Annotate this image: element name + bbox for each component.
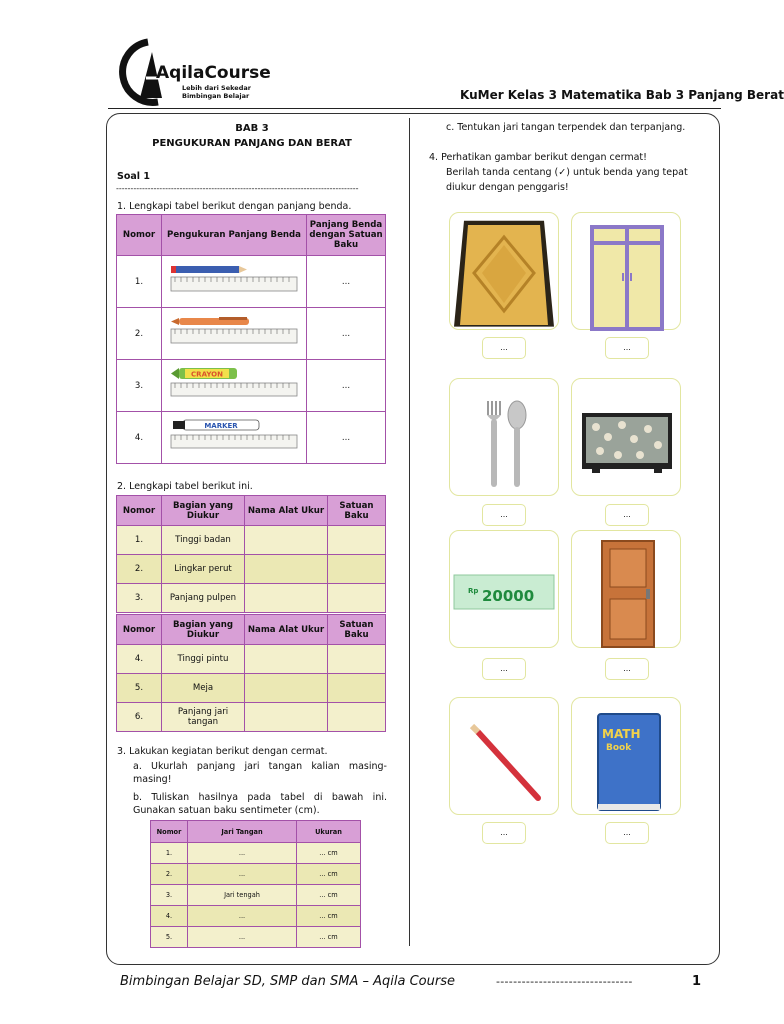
question-3a-text: a. Ukurlah panjang jari tangan kalian masing-masing!	[133, 761, 387, 785]
answer-cell[interactable]: ...	[307, 308, 386, 360]
col-header-standard-length: Panjang Benda dengan Satuan Baku	[307, 215, 386, 256]
part-cell: Meja	[162, 674, 245, 703]
aqila-course-logo	[118, 38, 271, 106]
row-number: 3.	[117, 584, 162, 613]
crayon-label: CRAYON	[191, 370, 223, 379]
marker-on-ruler-image	[162, 412, 307, 464]
card-cutlery	[449, 378, 559, 496]
pencil-image	[450, 698, 558, 814]
answer-box-banknote[interactable]: ...	[482, 658, 526, 680]
unit-answer-cell[interactable]	[328, 526, 386, 555]
answer-cell[interactable]: ...	[307, 360, 386, 412]
table-row	[117, 256, 386, 308]
marker-label: MARKER	[204, 422, 238, 430]
table-row	[151, 906, 361, 927]
row-number: 2.	[117, 555, 162, 584]
logo-tagline-2: Bimbingan Belajar	[182, 92, 250, 100]
card-rug	[449, 212, 559, 330]
unit-answer-cell[interactable]	[328, 674, 386, 703]
question-4-text: 4. Perhatikan gambar berikut dengan cermat!	[429, 152, 647, 163]
question-3b-text: b. Tuliskan hasilnya pada tabel di bawah ini. Gunakan satuan baku sentimeter (cm).	[133, 792, 387, 816]
banknote-image	[450, 531, 558, 647]
tool-answer-cell[interactable]	[245, 645, 328, 674]
row-number: 2.	[117, 308, 162, 360]
book-title-book: Book	[606, 743, 632, 753]
size-cell[interactable]: ... cm	[297, 906, 361, 927]
television-image	[572, 379, 680, 495]
logo-name: AqilaCourse	[156, 63, 271, 83]
answer-box-cutlery[interactable]: ...	[482, 504, 526, 526]
col-header-unit: Satuan Baku	[328, 615, 386, 645]
window-image	[572, 213, 680, 329]
question-3-text: 3. Lakukan kegiatan berikut dengan cermat.	[117, 746, 328, 757]
card-banknote	[449, 530, 559, 648]
header-rule	[108, 108, 721, 109]
col-header-part: Bagian yang Diukur	[162, 496, 245, 526]
answer-box-door[interactable]: ...	[605, 658, 649, 680]
col-header-finger: Jari Tangan	[188, 821, 297, 843]
section-separator: ------------------------------------------------------------------------------------	[116, 184, 359, 193]
column-divider	[409, 118, 410, 946]
part-cell: Lingkar perut	[162, 555, 245, 584]
col-header-nomor: Nomor	[117, 215, 162, 256]
unit-answer-cell[interactable]	[328, 584, 386, 613]
col-header-nomor: Nomor	[117, 496, 162, 526]
table-row	[151, 885, 361, 906]
size-cell[interactable]: ... cm	[297, 864, 361, 885]
rug-image	[450, 213, 558, 329]
table-row	[151, 843, 361, 864]
table-row	[117, 555, 386, 584]
col-header-measurement: Pengukuran Panjang Benda	[162, 215, 307, 256]
tool-answer-cell[interactable]	[245, 555, 328, 584]
document-title: KuMer Kelas 3 Matematika Bab 3 Panjang Berat	[460, 88, 784, 102]
card-book	[571, 697, 681, 815]
crayon-on-ruler-image	[162, 360, 307, 412]
book-title-math: MATH	[602, 727, 641, 741]
pen-on-ruler-image	[162, 308, 307, 360]
table-row	[151, 864, 361, 885]
finger-length-table	[150, 820, 361, 948]
finger-cell[interactable]: ...	[188, 927, 297, 948]
tool-answer-cell[interactable]	[245, 703, 328, 732]
table-row	[117, 412, 386, 464]
size-cell[interactable]: ... cm	[297, 885, 361, 906]
chapter-title: PENGUKURAN PANJANG DAN BERAT	[152, 138, 352, 149]
table-row	[117, 360, 386, 412]
col-header-nomor: Nomor	[151, 821, 188, 843]
question-4-instruction: Berilah tanda centang (✓) untuk benda yang tepat	[446, 167, 688, 178]
answer-box-television[interactable]: ...	[605, 504, 649, 526]
table-row	[117, 308, 386, 360]
tool-answer-cell[interactable]	[245, 526, 328, 555]
question-2-text: 2. Lengkapi tabel berikut ini.	[117, 481, 253, 492]
table-row	[117, 703, 386, 732]
table-row	[117, 526, 386, 555]
footer-text: Bimbingan Belajar SD, SMP dan SMA – Aqila Course	[120, 974, 455, 989]
row-number: 4.	[117, 412, 162, 464]
math-book-image	[572, 698, 680, 814]
tool-answer-cell[interactable]	[245, 674, 328, 703]
part-cell: Panjang pulpen	[162, 584, 245, 613]
table-row	[117, 674, 386, 703]
col-header-tool: Nama Alat Ukur	[245, 615, 328, 645]
answer-box-window[interactable]: ...	[605, 337, 649, 359]
row-number: 6.	[117, 703, 162, 732]
tool-answer-cell[interactable]	[245, 584, 328, 613]
footer-dashes: --------------------------------	[496, 975, 633, 988]
answer-box-pencil[interactable]: ...	[482, 822, 526, 844]
money-prefix: Rp	[468, 587, 479, 595]
finger-cell[interactable]: ...	[188, 906, 297, 927]
question-1-text: 1. Lengkapi tabel berikut dengan panjang benda.	[117, 201, 352, 212]
card-pencil	[449, 697, 559, 815]
part-cell: Panjang jari tangan	[162, 703, 245, 732]
section-label: Soal 1	[117, 171, 150, 182]
card-door	[571, 530, 681, 648]
size-cell[interactable]: ... cm	[297, 843, 361, 864]
row-number: 1.	[117, 526, 162, 555]
logo-tagline-1: Lebih dari Sekedar	[182, 84, 251, 92]
question-3c-text: c. Tentukan jari tangan terpendek dan terpanjang.	[446, 122, 686, 133]
col-header-nomor: Nomor	[117, 615, 162, 645]
unit-answer-cell[interactable]	[328, 703, 386, 732]
answer-box-rug[interactable]: ...	[482, 337, 526, 359]
row-number: 5.	[151, 927, 188, 948]
row-number: 1.	[151, 843, 188, 864]
row-number: 5.	[117, 674, 162, 703]
unit-answer-cell[interactable]	[328, 645, 386, 674]
size-cell[interactable]: ... cm	[297, 927, 361, 948]
row-number: 3.	[151, 885, 188, 906]
finger-cell[interactable]: ...	[188, 864, 297, 885]
table-row	[117, 584, 386, 613]
table-row	[151, 927, 361, 948]
card-television	[571, 378, 681, 496]
answer-cell[interactable]: ...	[307, 412, 386, 464]
card-window	[571, 212, 681, 330]
col-header-part: Bagian yang Diukur	[162, 615, 245, 645]
col-header-unit: Satuan Baku	[328, 496, 386, 526]
door-image	[572, 531, 680, 647]
unit-answer-cell[interactable]	[328, 555, 386, 584]
col-header-tool: Nama Alat Ukur	[245, 496, 328, 526]
pencil-on-ruler-image	[162, 256, 307, 308]
row-number: 3.	[117, 360, 162, 412]
row-number: 4.	[117, 645, 162, 674]
row-number: 1.	[117, 256, 162, 308]
answer-cell[interactable]: ...	[307, 256, 386, 308]
measuring-tools-table-a	[116, 495, 386, 613]
finger-cell[interactable]: ...	[188, 843, 297, 864]
part-cell: Tinggi pintu	[162, 645, 245, 674]
part-cell: Tinggi badan	[162, 526, 245, 555]
finger-cell: Jari tengah	[188, 885, 297, 906]
fork-spoon-image	[450, 379, 558, 495]
measuring-tools-table-b	[116, 614, 386, 732]
page-number: 1	[692, 974, 702, 989]
col-header-size: Ukuran	[297, 821, 361, 843]
table-row	[117, 645, 386, 674]
money-value: 20000	[482, 587, 535, 605]
row-number: 2.	[151, 864, 188, 885]
row-number: 4.	[151, 906, 188, 927]
length-table	[116, 214, 386, 464]
answer-box-book[interactable]: ...	[605, 822, 649, 844]
question-4-instruction-2: diukur dengan penggaris!	[446, 182, 569, 193]
chapter-number: BAB 3	[235, 123, 269, 134]
